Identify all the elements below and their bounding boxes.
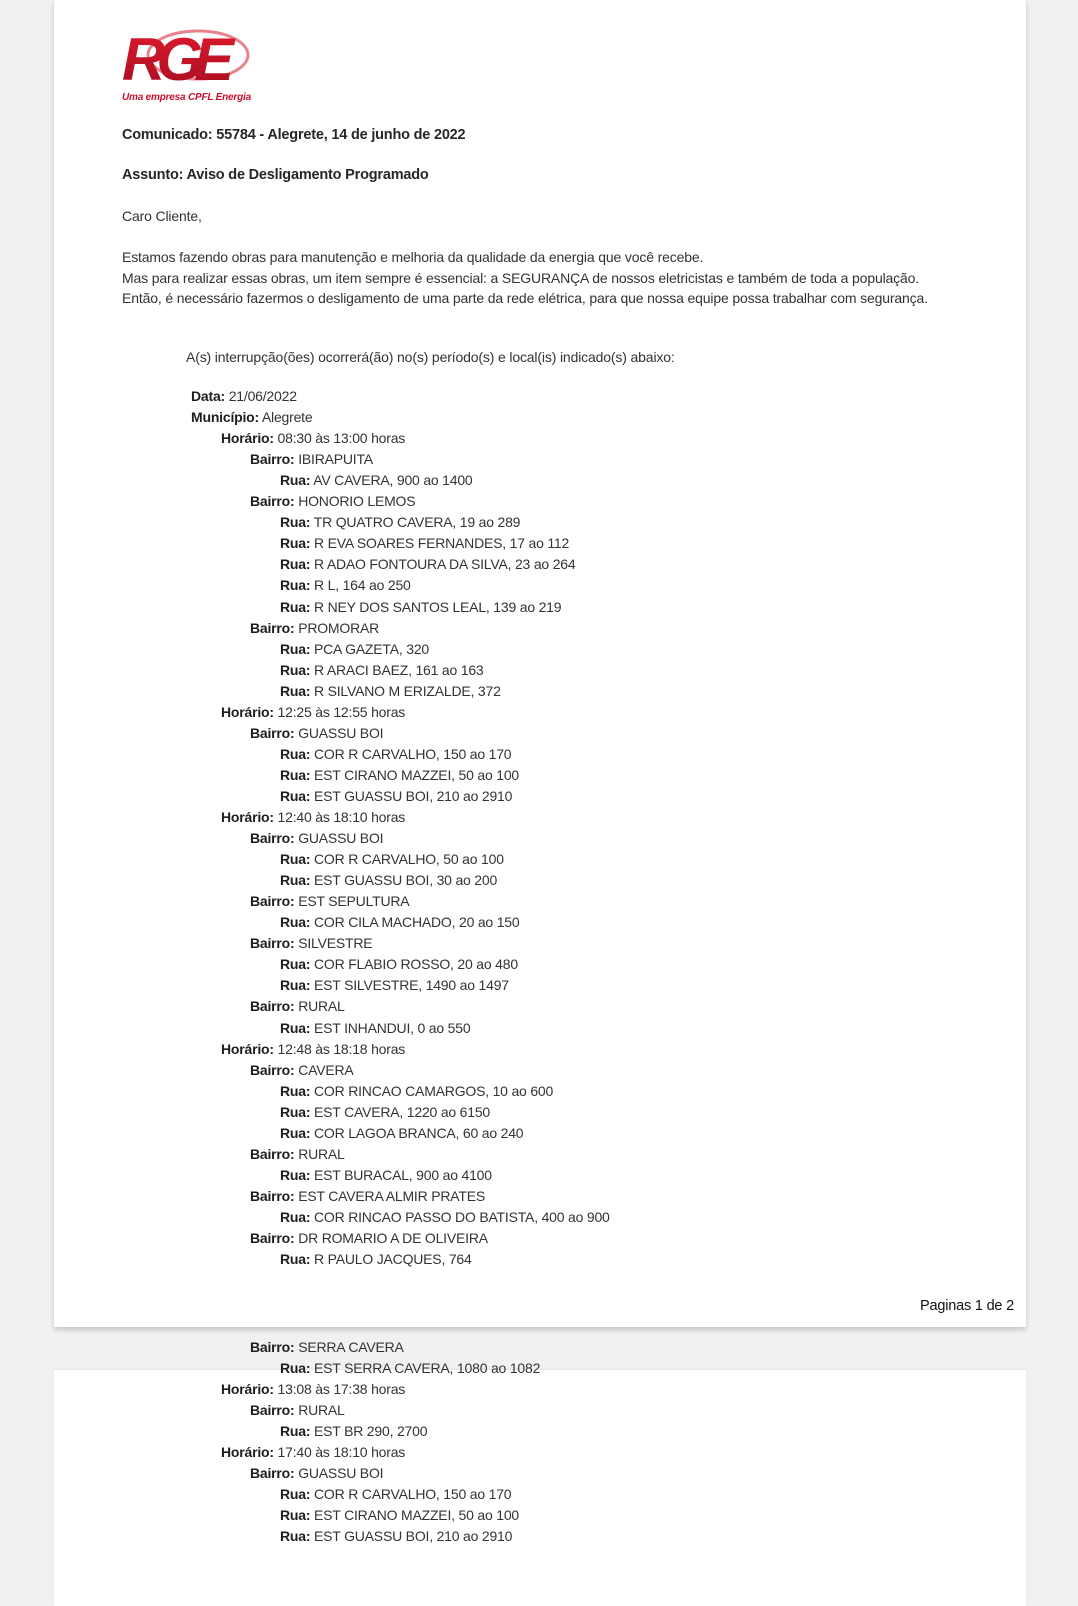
rua-value: COR FLABIO ROSSO, 20 ao 480 bbox=[310, 956, 518, 973]
rge-logo-mark bbox=[122, 26, 260, 88]
rua-row bbox=[280, 1484, 511, 1506]
bairro-value: RURAL bbox=[294, 1145, 345, 1162]
rua-label: Rua: bbox=[280, 598, 311, 615]
municipio-label: Município: bbox=[191, 409, 259, 426]
rua-label: Rua: bbox=[280, 640, 311, 657]
bairro-label: Bairro: bbox=[250, 1061, 295, 1078]
assunto-heading: Assunto: Aviso de Desligamento Programado bbox=[122, 167, 429, 183]
page-number: Paginas 1 de 2 bbox=[920, 1298, 1014, 1314]
document-page-1 bbox=[54, 0, 1026, 1327]
horario-value: 12:40 às 18:10 horas bbox=[273, 809, 406, 825]
rua-row bbox=[280, 533, 569, 555]
rua-label: Rua: bbox=[280, 1082, 311, 1099]
rua-label: Rua: bbox=[280, 1507, 311, 1524]
bairro-row bbox=[250, 933, 372, 955]
rua-value: EST SILVESTRE, 1490 ao 1497 bbox=[310, 977, 509, 994]
rua-row bbox=[280, 1102, 490, 1124]
bairro-value: HONORIO LEMOS bbox=[294, 493, 416, 510]
horario-label: Horário: bbox=[221, 703, 274, 720]
rua-value: EST INHANDUI, 0 ao 550 bbox=[310, 1019, 471, 1036]
rua-value: EST GUASSU BOI, 210 ao 2910 bbox=[310, 1528, 513, 1545]
rua-label: Rua: bbox=[280, 577, 311, 594]
rua-row bbox=[280, 975, 509, 997]
rua-label: Rua: bbox=[280, 851, 311, 868]
rua-row bbox=[280, 870, 497, 892]
rua-label: Rua: bbox=[280, 956, 311, 973]
rua-value: EST CIRANO MAZZEI, 50 ao 100 bbox=[310, 1507, 519, 1524]
rua-value: R SILVANO M ERIZALDE, 372 bbox=[310, 682, 501, 699]
bairro-row bbox=[250, 828, 383, 850]
rua-label: Rua: bbox=[280, 472, 311, 489]
rua-row bbox=[280, 597, 561, 619]
rua-value: EST SERRA CAVERA, 1080 ao 1082 bbox=[310, 1360, 541, 1377]
rua-value: EST CAVERA, 1220 ao 6150 bbox=[310, 1103, 491, 1120]
bairro-row bbox=[250, 996, 345, 1018]
rua-value: COR R CARVALHO, 50 ao 100 bbox=[310, 851, 504, 868]
document-page-2 bbox=[54, 1339, 1026, 1606]
rua-label: Rua: bbox=[280, 1208, 311, 1225]
horario-row bbox=[221, 1379, 405, 1401]
bairro-value: DR ROMARIO A DE OLIVEIRA bbox=[294, 1230, 488, 1246]
bairro-row bbox=[250, 1228, 488, 1250]
rua-label: Rua: bbox=[280, 1423, 311, 1440]
horario-value: 17:40 às 18:10 horas bbox=[273, 1444, 406, 1461]
bairro-value: GUASSU BOI bbox=[294, 1465, 384, 1482]
horario-value: 12:25 às 12:55 horas bbox=[273, 703, 406, 720]
rua-value: R ARACI BAEZ, 161 ao 163 bbox=[310, 661, 484, 678]
rua-value: TR QUATRO CAVERA, 19 ao 289 bbox=[310, 514, 521, 531]
rua-value: COR R CARVALHO, 150 ao 170 bbox=[310, 745, 512, 762]
bairro-value: SERRA CAVERA bbox=[294, 1339, 404, 1355]
rua-row bbox=[280, 1081, 553, 1103]
date-row bbox=[191, 386, 297, 408]
bairro-row bbox=[250, 1337, 404, 1359]
bairro-label: Bairro: bbox=[250, 935, 295, 952]
rua-value: EST CIRANO MAZZEI, 50 ao 100 bbox=[310, 766, 519, 783]
rua-row bbox=[280, 1505, 519, 1527]
body-line-2: Mas para realizar essas obras, um item sempre é essencial: a SEGURANÇA de nossos eletricistas e também de toda a população. bbox=[122, 269, 920, 286]
bairro-value: CAVERA bbox=[294, 1061, 354, 1078]
rua-label: Rua: bbox=[280, 661, 311, 678]
bairro-value: GUASSU BOI bbox=[294, 724, 384, 741]
rua-label: Rua: bbox=[280, 977, 311, 994]
body-line-3: Então, é necessário fazermos o desligamento de uma parte da rede elétrica, para que nossa equipe possa trabalhar com segurança. bbox=[122, 290, 928, 306]
rua-value: EST BURACAL, 900 ao 4100 bbox=[310, 1166, 492, 1183]
rua-label: Rua: bbox=[280, 745, 311, 762]
rua-value: EST GUASSU BOI, 30 ao 200 bbox=[310, 872, 498, 889]
bairro-label: Bairro: bbox=[250, 619, 295, 636]
bairro-value: RURAL bbox=[294, 1402, 345, 1419]
bairro-row bbox=[250, 1463, 383, 1485]
bairro-row bbox=[250, 491, 415, 513]
rua-label: Rua: bbox=[280, 787, 311, 804]
horario-row bbox=[221, 1039, 405, 1061]
bairro-value: SILVESTRE bbox=[294, 935, 373, 952]
horario-value: 12:48 às 18:18 horas bbox=[273, 1040, 406, 1057]
bairro-label: Bairro: bbox=[250, 1402, 295, 1419]
rua-row bbox=[280, 660, 484, 682]
comunicado-heading: Comunicado: 55784 - Alegrete, 14 de junho de 2022 bbox=[122, 127, 466, 143]
rua-row bbox=[280, 1018, 470, 1040]
rua-value: EST GUASSU BOI, 210 ao 2910 bbox=[310, 787, 513, 804]
bairro-label: Bairro: bbox=[250, 998, 295, 1015]
rua-value: R L, 164 ao 250 bbox=[310, 577, 411, 594]
date-label: Data: bbox=[191, 388, 226, 404]
horario-label: Horário: bbox=[221, 1040, 274, 1057]
horario-row bbox=[221, 807, 405, 829]
logo-wordmark: RGE bbox=[122, 26, 226, 88]
bairro-label: Bairro: bbox=[250, 493, 295, 510]
rua-row bbox=[280, 1207, 610, 1229]
rua-label: Rua: bbox=[280, 1360, 311, 1377]
interruption-intro: A(s) interrupção(ões) ocorrerá(ão) no(s) período(s) e local(is) indicado(s) abaixo: bbox=[186, 349, 675, 365]
horario-label: Horário: bbox=[221, 1381, 274, 1398]
rua-row bbox=[280, 1358, 540, 1380]
bairro-row bbox=[250, 1400, 345, 1422]
rua-label: Rua: bbox=[280, 872, 311, 889]
rua-label: Rua: bbox=[280, 1166, 311, 1183]
bairro-value: RURAL bbox=[294, 998, 345, 1015]
rge-logo bbox=[122, 26, 260, 106]
horario-value: 08:30 às 13:00 horas bbox=[273, 430, 406, 447]
rua-row bbox=[280, 786, 512, 808]
rua-value: R EVA SOARES FERNANDES, 17 ao 112 bbox=[310, 535, 570, 552]
rua-value: R NEY DOS SANTOS LEAL, 139 ao 219 bbox=[310, 598, 562, 615]
bairro-row bbox=[250, 723, 383, 745]
logo-tagline: Uma empresa CPFL Energia bbox=[122, 92, 251, 103]
bairro-row bbox=[250, 449, 373, 471]
rua-value: COR RINCAO CAMARGOS, 10 ao 600 bbox=[310, 1082, 554, 1099]
bairro-value: GUASSU BOI bbox=[294, 830, 384, 847]
bairro-row bbox=[250, 1060, 354, 1082]
bairro-label: Bairro: bbox=[250, 724, 295, 741]
horario-row bbox=[221, 428, 405, 450]
rua-label: Rua: bbox=[280, 514, 311, 531]
bairro-value: IBIRAPUITA bbox=[294, 451, 373, 468]
rua-label: Rua: bbox=[280, 1124, 311, 1141]
bairro-label: Bairro: bbox=[250, 1187, 295, 1204]
rua-value: AV CAVERA, 900 ao 1400 bbox=[310, 472, 473, 489]
bairro-label: Bairro: bbox=[250, 1145, 295, 1162]
horario-label: Horário: bbox=[221, 809, 274, 825]
bairro-label: Bairro: bbox=[250, 1465, 295, 1482]
rua-row bbox=[280, 1165, 492, 1187]
greeting: Caro Cliente, bbox=[122, 208, 202, 224]
rua-label: Rua: bbox=[280, 1103, 311, 1120]
rua-label: Rua: bbox=[280, 556, 311, 573]
rua-label: Rua: bbox=[280, 1251, 311, 1268]
rua-label: Rua: bbox=[280, 1528, 311, 1545]
bairro-row bbox=[250, 891, 409, 913]
horario-label: Horário: bbox=[221, 1444, 274, 1461]
rua-row bbox=[280, 554, 575, 576]
rua-row bbox=[280, 512, 520, 534]
horario-label: Horário: bbox=[221, 430, 274, 447]
bairro-row bbox=[250, 1144, 345, 1166]
bairro-row bbox=[250, 618, 379, 640]
rua-row bbox=[280, 575, 411, 597]
rua-value: COR LAGOA BRANCA, 60 ao 240 bbox=[310, 1124, 524, 1141]
rua-value: EST BR 290, 2700 bbox=[310, 1423, 428, 1440]
bairro-label: Bairro: bbox=[250, 893, 295, 910]
bairro-label: Bairro: bbox=[250, 830, 295, 847]
rua-row bbox=[280, 849, 504, 871]
rua-row bbox=[280, 954, 518, 976]
rua-value: R ADAO FONTOURA DA SILVA, 23 ao 264 bbox=[310, 556, 576, 573]
bairro-label: Bairro: bbox=[250, 1230, 295, 1246]
horario-row bbox=[221, 702, 405, 724]
municipio-value: Alegrete bbox=[259, 409, 313, 426]
bairro-value: EST CAVERA ALMIR PRATES bbox=[294, 1187, 485, 1204]
date-value: 21/06/2022 bbox=[225, 388, 297, 404]
bairro-value: PROMORAR bbox=[294, 619, 380, 636]
rua-row bbox=[280, 470, 473, 492]
rua-row bbox=[280, 765, 519, 787]
rua-row bbox=[280, 1526, 512, 1548]
bairro-row bbox=[250, 1186, 485, 1208]
rua-value: R PAULO JACQUES, 764 bbox=[310, 1251, 472, 1268]
rua-label: Rua: bbox=[280, 1019, 311, 1036]
rua-row bbox=[280, 912, 519, 934]
bairro-label: Bairro: bbox=[250, 451, 295, 468]
municipio-row bbox=[191, 407, 312, 429]
body-line-1: Estamos fazendo obras para manutenção e melhoria da qualidade da energia que você recebe. bbox=[122, 249, 704, 265]
rua-label: Rua: bbox=[280, 1486, 311, 1503]
rua-row bbox=[280, 744, 511, 766]
rua-label: Rua: bbox=[280, 914, 311, 931]
rua-row bbox=[280, 639, 429, 661]
rua-value: COR RINCAO PASSO DO BATISTA, 400 ao 900 bbox=[310, 1208, 610, 1225]
rua-value: PCA GAZETA, 320 bbox=[310, 640, 430, 657]
rua-value: COR R CARVALHO, 150 ao 170 bbox=[310, 1486, 512, 1503]
horario-value: 13:08 às 17:38 horas bbox=[273, 1381, 406, 1398]
rua-row bbox=[280, 681, 501, 703]
rua-label: Rua: bbox=[280, 535, 311, 552]
rua-row bbox=[280, 1421, 427, 1443]
bairro-label: Bairro: bbox=[250, 1339, 295, 1355]
bairro-value: EST SEPULTURA bbox=[294, 893, 410, 910]
rua-label: Rua: bbox=[280, 682, 311, 699]
horario-row bbox=[221, 1442, 405, 1464]
rua-label: Rua: bbox=[280, 766, 311, 783]
body-paragraph bbox=[122, 247, 968, 309]
rua-row bbox=[280, 1249, 472, 1271]
rua-row bbox=[280, 1123, 523, 1145]
rua-value: COR CILA MACHADO, 20 ao 150 bbox=[310, 914, 520, 931]
